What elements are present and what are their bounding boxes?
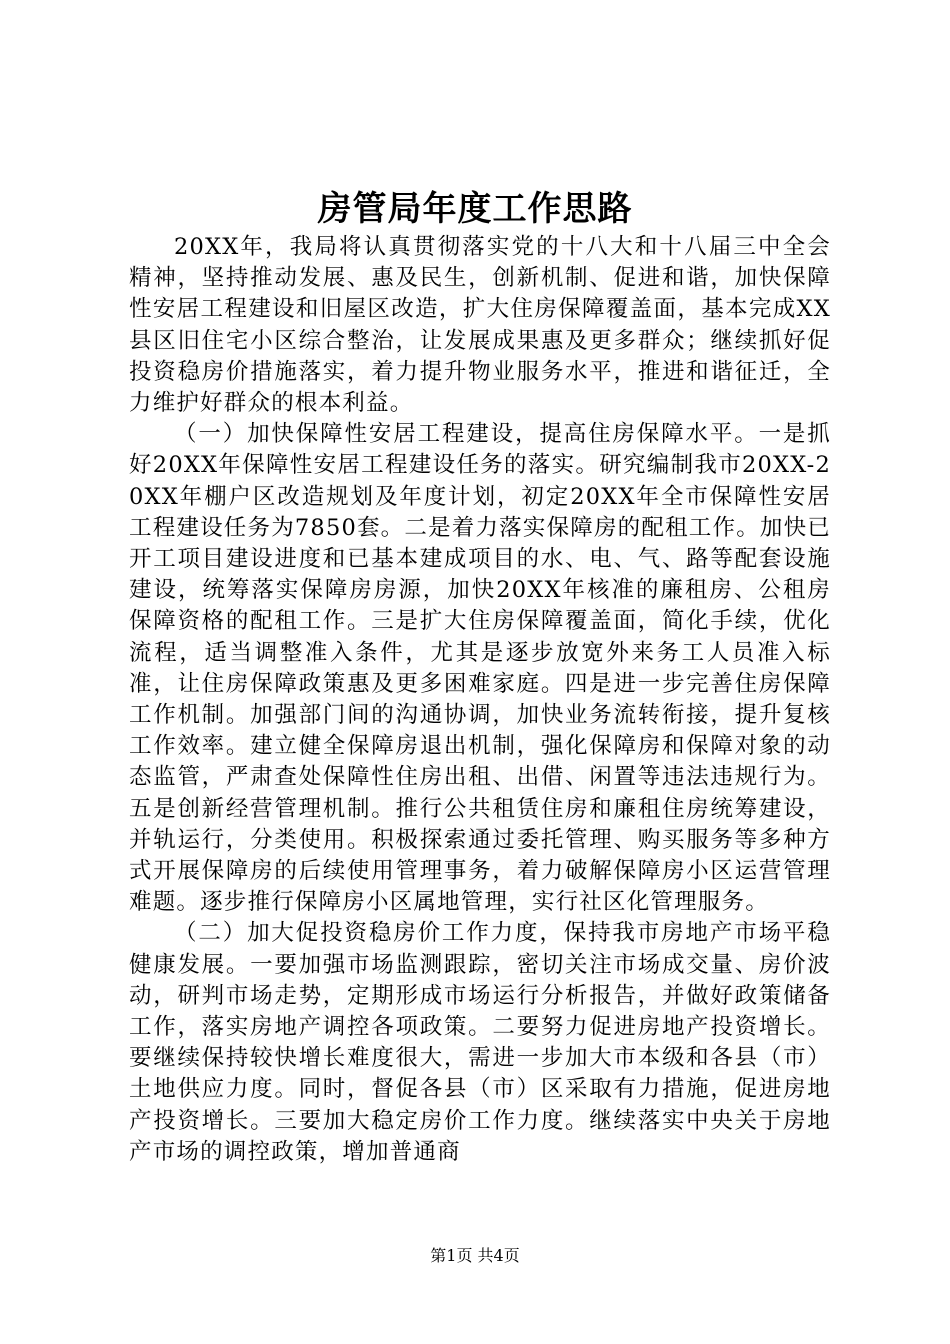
paragraph-section-1: （一）加快保障性安居工程建设，提高住房保障水平。一是抓好20XX年保障性安居工程建设任务的落实。研究编制我市20XX-20XX年棚户区改造规划及年度计划，初定20XX年全市保障性安居工程建设任务为7850套。二是着力落实保障房的配租工作。加快已开工项目建设进度和已基本建成项目的水、电、气、路等配套设施建设，统筹落实保障房房源，加快20XX年核准的廉租房、公租房保障资格的配租工作。三是扩大住房保障覆盖面，简化手续，优化流程，适当调整准入条件，尤其是逐步放宽外来务工人员准入标准，让住房保障政策惠及更多困难家庭。四是进一步完善住房保障工作机制。加强部门间的沟通协调，加快业务流转衔接，提升复核工作效率。建立健全保障房退出机制，强化保障房和保障对象的动态监管，严肃查处保障性住房出租、出借、闲置等违法违规行为。五是创新经营管理机制。推行公共租赁住房和廉租住房统筹建设，并轨运行，分类使用。积极探索通过委托管理、购买服务等多种方式开展保障房的后续使用管理事务，着力破解保障房小区运营管理难题。逐步推行保障房小区属地管理，实行社区化管理服务。 bbox=[129, 421, 831, 916]
document-title: 房管局年度工作思路 bbox=[317, 189, 633, 229]
document-body bbox=[129, 232, 831, 1168]
paragraph-section-2: （二）加大促投资稳房价工作力度，保持我市房地产市场平稳健康发展。一要加强市场监测跟踪，密切关注市场成交量、房价波动，研判市场走势，定期形成市场运行分析报告，并做好政策储备工作，落实房地产调控各项政策。二要努力促进房地产投资增长。要继续保持较快增长难度很大，需进一步加大市本级和各县（市）土地供应力度。同时，督促各县（市）区采取有力措施，促进房地产投资增长。三要加大稳定房价工作力度。继续落实中央关于房地产市场的调控政策，增加普通商 bbox=[129, 920, 831, 1165]
page-footer: 第1页 共4页 bbox=[430, 1246, 520, 1265]
paragraph-intro: 20XX年，我局将认真贯彻落实党的十八大和十八届三中全会精神，坚持推动发展、惠及民生，创新机制、促进和谐，加快保障性安居工程建设和旧屋区改造，扩大住房保障覆盖面，基本完成XX县区旧住宅小区综合整治，让发展成果惠及更多群众；继续抓好促投资稳房价措施落实，着力提升物业服务水平，推进和谐征迁，全力维护好群众的根本利益。 bbox=[129, 234, 831, 417]
